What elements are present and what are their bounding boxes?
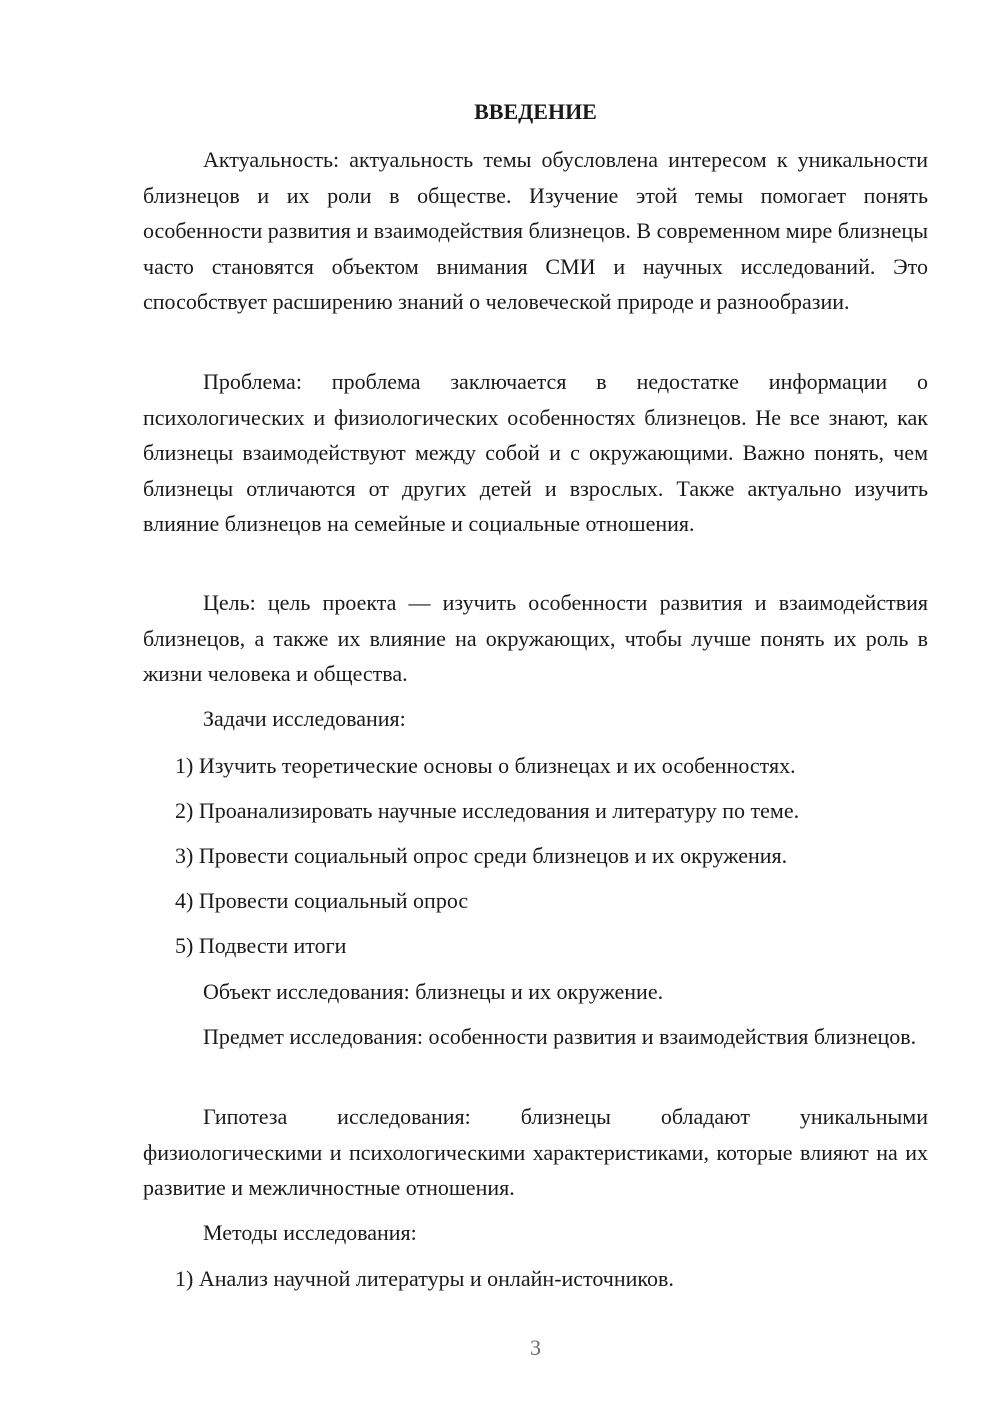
task-item: 1) Изучить теоретические основы о близнецах и их особенностях. (175, 753, 796, 778)
relevance-paragraph: Актуальность: актуальность темы обусловлена интересом к уникальности близнецов и их роли в обществе. Изучение этой темы помогает понять особенности развития и взаимодействия близнецов. В современном мире близнецы часто становятся объектом внимания СМИ и научных исследований. Это способствует расширению знаний о человеческой природе и разнообразии. (143, 147, 928, 314)
task-item-5-block (143, 928, 928, 964)
goal-paragraph: Цель: цель проекта — изучить особенности развития и взаимодействия близнецов, а также их влияние на окружающих, чтобы лучше понять их роль в жизни человека и общества. (143, 590, 928, 686)
hypothesis-section (143, 1099, 928, 1206)
problem-paragraph: Проблема: проблема заключается в недостатке информации о психологических и физиологических особенностях близнецов. Не все знают, как близнецы взаимодействуют между собой и с окружающими. Важно понять, чем близнецы отличаются от других детей и взрослых. Также актуально изучить влияние близнецов на семейные и социальные отношения. (143, 369, 928, 536)
object-paragraph: Объект исследования: близнецы и их окружение. (203, 979, 664, 1004)
method-item-1-block (143, 1261, 928, 1297)
methods-heading-block (143, 1215, 928, 1251)
task-item: 2) Проанализировать научные исследования и литературу по теме. (175, 798, 800, 823)
task-item: 4) Провести социальный опрос (175, 888, 469, 913)
page-number: 3 (530, 1335, 541, 1360)
methods-heading: Методы исследования: (203, 1220, 417, 1245)
hypothesis-paragraph: Гипотеза исследования: близнецы обладают уникальными физиологическими и психологическими характеристиками, которые влияют на их развитие и межличностные отношения. (143, 1104, 928, 1200)
section-title: ВВЕДЕНИЕ (474, 99, 597, 124)
task-item-3-block (143, 838, 928, 874)
task-item-4-block (143, 883, 928, 919)
object-section (143, 974, 928, 1010)
task-item: 5) Подвести итоги (175, 933, 347, 958)
problem-section (143, 364, 928, 542)
task-item-1-block (143, 748, 928, 784)
subject-section (143, 1019, 928, 1055)
task-item: 3) Провести социальный опрос среди близнецов и их окружения. (175, 843, 788, 868)
method-item: 1) Анализ научной литературы и онлайн-источников. (175, 1266, 674, 1291)
tasks-heading: Задачи исследования: (203, 706, 406, 731)
task-item-2-block (143, 793, 928, 829)
relevance-section (143, 142, 928, 320)
subject-paragraph: Предмет исследования: особенности развития и взаимодействия близнецов. (203, 1024, 917, 1049)
tasks-heading-block (143, 701, 928, 737)
goal-section (143, 585, 928, 692)
document-page (143, 0, 928, 1414)
